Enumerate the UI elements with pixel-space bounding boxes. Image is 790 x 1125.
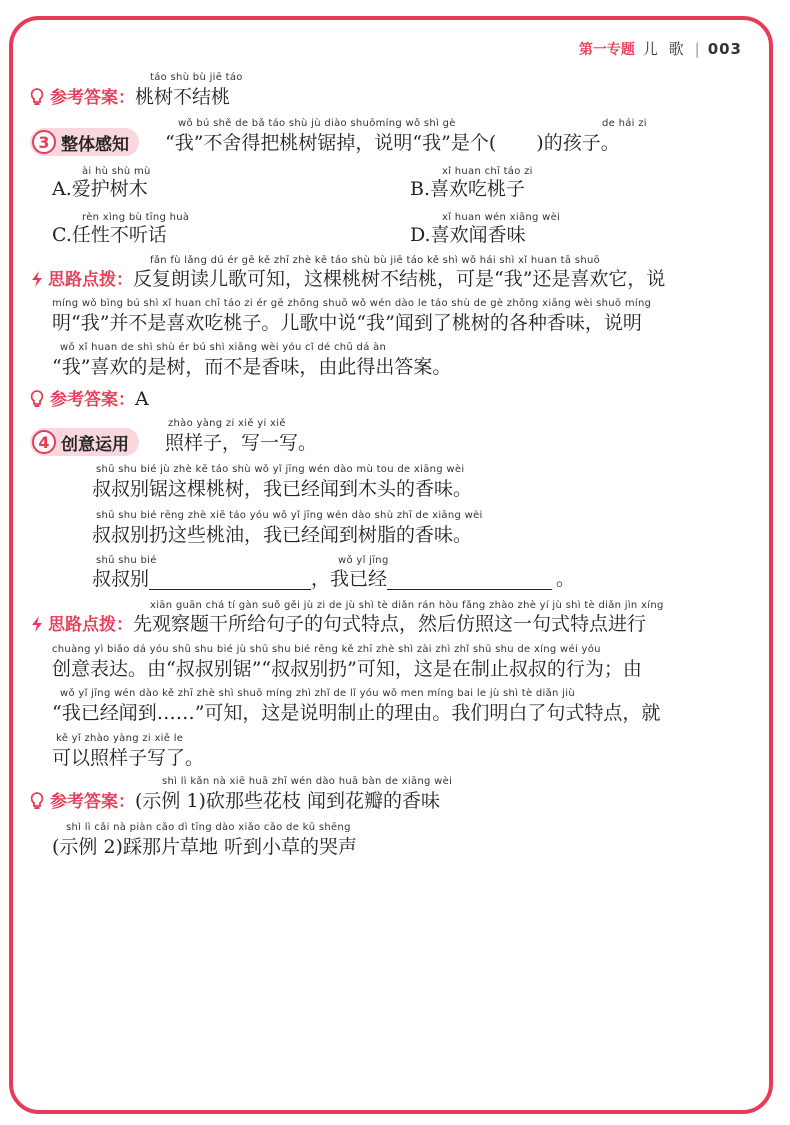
pinyin-line: táo shù bù jiē táo bbox=[150, 72, 243, 83]
hint-label: 思路点拨 bbox=[48, 615, 116, 635]
pinyin-line: ài hù shù mù bbox=[82, 166, 151, 177]
page-header bbox=[579, 38, 742, 59]
example-sentence: 叔叔别锯这棵桃树，我已经闻到木头的香味。 bbox=[92, 478, 473, 500]
hint-row: 思路点拨：反复朗读儿歌可知，这棵桃树不结桃，可是“我”还是喜欢它，说 bbox=[30, 268, 665, 291]
fill-in-row: 叔叔别 ，我已经 。 bbox=[92, 568, 576, 590]
hint-text: “我”喜欢的是树，而不是香味，由此得出答案。 bbox=[52, 356, 452, 378]
lightning-icon bbox=[30, 615, 44, 633]
pinyin-line: zhào yàng zi xiě yi xiě bbox=[168, 418, 286, 429]
answer-text: 桃树不结桃 bbox=[135, 86, 231, 108]
pinyin-line: xiān guān chá tí gàn suǒ gěi jù zi de jù shì tè diǎn rán hòu fǎng zhào zhè yí jù shì tè diǎn jìn xíng bbox=[150, 600, 664, 611]
topic-label: 第一专题 bbox=[578, 41, 635, 58]
bulb-icon bbox=[30, 88, 44, 106]
question-4-header bbox=[30, 428, 139, 456]
pinyin-line: xǐ huan chī táo zi bbox=[442, 166, 533, 177]
pinyin-line: xǐ huan wén xiāng wèi bbox=[442, 212, 561, 223]
answer-text: (示例 1)砍那些花枝 闻到花瓣的香味 bbox=[135, 790, 440, 812]
bulb-icon bbox=[30, 792, 44, 810]
hint-row: 思路点拨：先观察题干所给句子的句式特点，然后仿照这一句式特点进行 bbox=[30, 613, 646, 636]
pinyin-line: shū shu bié rēng zhè xiē táo yóu wǒ yǐ jīng wén dào shù zhī de xiāng wèi bbox=[96, 510, 483, 521]
hint-text: 先观察题干所给句子的句式特点，然后仿照这一句式特点进行 bbox=[133, 613, 647, 635]
question-3-header bbox=[30, 128, 139, 156]
answer-label: 参考答案 bbox=[50, 792, 118, 812]
answer-label: 参考答案 bbox=[50, 390, 118, 410]
lightning-icon bbox=[30, 270, 44, 288]
answer-row: 参考答案：A bbox=[30, 388, 149, 411]
option-a: A.爱护树木 bbox=[52, 178, 148, 200]
answer-blank-1[interactable] bbox=[149, 569, 311, 590]
header-separator: | bbox=[694, 39, 700, 58]
hint-text: “我已经闻到……”可知，这是说明制止的理由。我们明白了句式特点，就 bbox=[52, 702, 661, 724]
chapter-title: 儿 歌 bbox=[642, 40, 687, 58]
answer-label: 参考答案 bbox=[50, 88, 118, 108]
pinyin-line: de hái zi bbox=[602, 118, 647, 129]
option-c: C.任性不听话 bbox=[52, 224, 167, 246]
answer-row: 参考答案：桃树不结桃 bbox=[30, 86, 230, 109]
pinyin-line: wǒ xǐ huan de shì shù ér bú shì xiāng wèi yóu cǐ dé chū dá àn bbox=[60, 342, 387, 353]
option-d: D.喜欢闻香味 bbox=[410, 224, 526, 246]
question-text: “我”不舍得把桃树锯掉，说明“我”是个( )的孩子。 bbox=[165, 132, 620, 154]
answer-blank-2[interactable] bbox=[387, 569, 552, 590]
pinyin-line: chuàng yì biǎo dá yóu shū shu bié jù shū shu bié rēng kě zhī zhè shì zài zhì zhǐ shū shu de xíng wéi yóu bbox=[52, 644, 601, 655]
question-label: 创意运用 bbox=[61, 434, 129, 455]
question-number: 3 bbox=[32, 130, 56, 154]
hint-text: 创意表达。由“叔叔别锯”“叔叔别扔”可知，这是在制止叔叔的行为；由 bbox=[52, 658, 642, 680]
bulb-icon bbox=[30, 390, 44, 408]
pinyin-line: rèn xìng bù tīng huà bbox=[82, 212, 190, 223]
question-label: 整体感知 bbox=[61, 134, 129, 155]
page-number: 003 bbox=[707, 39, 742, 58]
pinyin-line: wǒ yǐ jīng bbox=[338, 555, 389, 566]
pinyin-line: wǒ yǐ jīng wén dào kě zhī zhè shì shuō míng zhì zhǐ de lǐ yóu wǒ men míng bai le jù shì tè diǎn jiù bbox=[60, 688, 575, 699]
hint-text: 可以照样子写了。 bbox=[52, 747, 205, 769]
pinyin-line: fǎn fù lǎng dú ér gē kě zhī zhè kē táo shù bù jiē táo kě shì wǒ hái shì xǐ huan tā shuō bbox=[150, 255, 601, 266]
pinyin-line: kě yǐ zhào yàng zi xiě le bbox=[56, 733, 184, 744]
answer-text: (示例 2)踩那片草地 听到小草的哭声 bbox=[52, 836, 357, 858]
answer-text: A bbox=[135, 388, 149, 410]
example-sentence: 叔叔别扔这些桃油，我已经闻到树脂的香味。 bbox=[92, 524, 473, 546]
pinyin-line: shū shu bié jù zhè kē táo shù wǒ yǐ jīng wén dào mù tou de xiāng wèi bbox=[96, 464, 465, 475]
pinyin-line: shū shu bié bbox=[96, 555, 157, 566]
pinyin-line: shì lì cǎi nà piàn cǎo dì tīng dào xiǎo cǎo de kū shēng bbox=[66, 822, 351, 833]
pinyin-line: wǒ bú shě de bǎ táo shù jù diào shuōmíng wǒ shì gè bbox=[178, 118, 456, 129]
hint-label: 思路点拨 bbox=[48, 270, 116, 290]
pinyin-line: shì lì kǎn nà xiē huā zhī wén dào huā bàn de xiāng wèi bbox=[162, 776, 453, 787]
question-number: 4 bbox=[32, 430, 56, 454]
hint-text: 明“我”并不是喜欢吃桃子。儿歌中说“我”闻到了桃树的各种香味，说明 bbox=[52, 312, 642, 334]
hint-text: 反复朗读儿歌可知，这棵桃树不结桃，可是“我”还是喜欢它，说 bbox=[133, 268, 666, 290]
option-b: B.喜欢吃桃子 bbox=[410, 178, 526, 200]
pinyin-line: míng wǒ bìng bú shì xǐ huan chī táo zi ér gē zhōng shuō wǒ wén dào le táo shù de gè zhǒng xiāng wèi shuō míng bbox=[52, 298, 652, 309]
question-text: 照样子，写一写。 bbox=[165, 432, 318, 454]
answer-row: 参考答案：(示例 1)砍那些花枝 闻到花瓣的香味 bbox=[30, 790, 440, 813]
